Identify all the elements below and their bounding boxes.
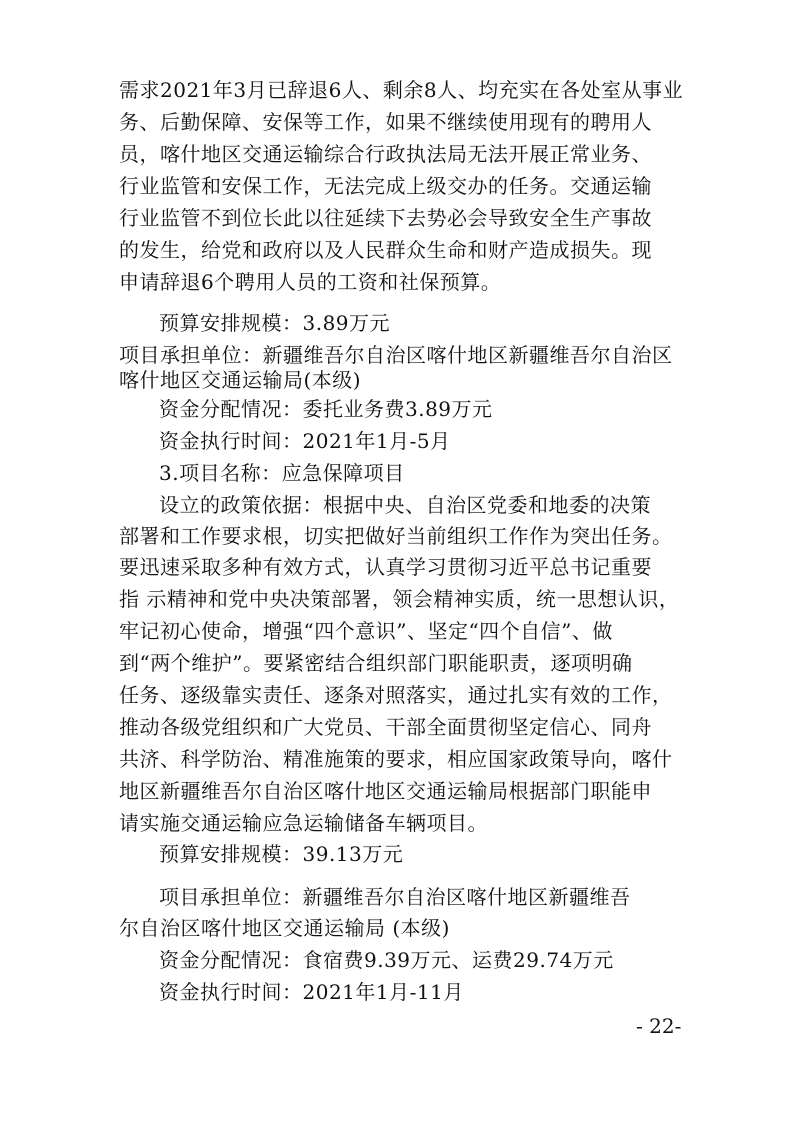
text-line: 项目承担单位：新疆维吾尔自治区喀什地区新疆维吾尔自治区 [119, 343, 673, 367]
text-line: 务、后勤保障、安保等工作，如果不继续使用现有的聘用人 [119, 110, 652, 134]
text-line: 需求2021年3月已辞退6人、剩余8人、均充实在各处室从事业 [119, 78, 684, 102]
text-line: 部署和工作要求根，切实把做好当前组织工作作为突出任务。 [119, 524, 673, 548]
text-line: 资金分配情况：委托业务费3.89万元 [159, 397, 493, 421]
text-line: 尔自治区喀什地区交通运输局 (本级) [119, 916, 450, 940]
text-line: 行业监管和安保工作，无法完成上级交办的任务。交通运输 [119, 174, 652, 198]
text-line: 牢记初心使命，增强“四个意识”、坚定“四个自信”、做 [119, 619, 613, 643]
text-line: 资金分配情况：食宿费9.39万元、运费29.74万元 [159, 948, 614, 972]
text-line: 行业监管不到位长此以往延续下去势必会导致安全生产事故 [119, 206, 652, 230]
text-line: 员，喀什地区交通运输综合行政执法局无法开展正常业务、 [119, 142, 652, 166]
text-line: 申请辞退6个聘用人员的工资和社保预算。 [119, 270, 502, 294]
section-heading: 3.项目名称：应急保障项目 [159, 461, 405, 485]
text-line: 喀什地区交通运输局(本级) [119, 368, 362, 392]
text-line: 预算安排规模：39.13万元 [159, 842, 404, 866]
text-line: 预算安排规模：3.89万元 [159, 311, 391, 335]
text-line: 资金执行时间：2021年1月-5月 [159, 429, 451, 453]
text-line: 请实施交通运输应急运输储备车辆项目。 [119, 811, 488, 835]
text-line: 任务、逐级靠实责任、逐条对照落实，通过扎实有效的工作， [119, 683, 673, 707]
text-line: 到“两个维护”。要紧密结合组织部门职能职责，逐项明确 [119, 651, 633, 675]
text-line: 指 示精神和党中央决策部署，领会精神实质，统一思想认识， [119, 587, 680, 611]
text-line: 要迅速采取多种有效方式，认真学习贯彻习近平总书记重要 [119, 555, 652, 579]
text-line: 的发生，给党和政府以及人民群众生命和财产造成损失。现 [119, 238, 652, 262]
text-line: 地区新疆维吾尔自治区喀什地区交通运输局根据部门职能申 [119, 779, 652, 803]
text-line: 设立的政策依据：根据中央、自治区党委和地委的决策 [159, 493, 651, 517]
text-line: 推动各级党组织和广大党员、干部全面贯彻坚定信心、同舟 [119, 715, 652, 739]
text-line: 共济、科学防治、精准施策的要求，相应国家政策导向，喀什 [119, 747, 673, 771]
text-line: 资金执行时间：2021年1月-11月 [159, 980, 464, 1004]
text-line: 项目承担单位：新疆维吾尔自治区喀什地区新疆维吾 [159, 885, 631, 909]
page-number: - 22- [636, 1014, 682, 1038]
